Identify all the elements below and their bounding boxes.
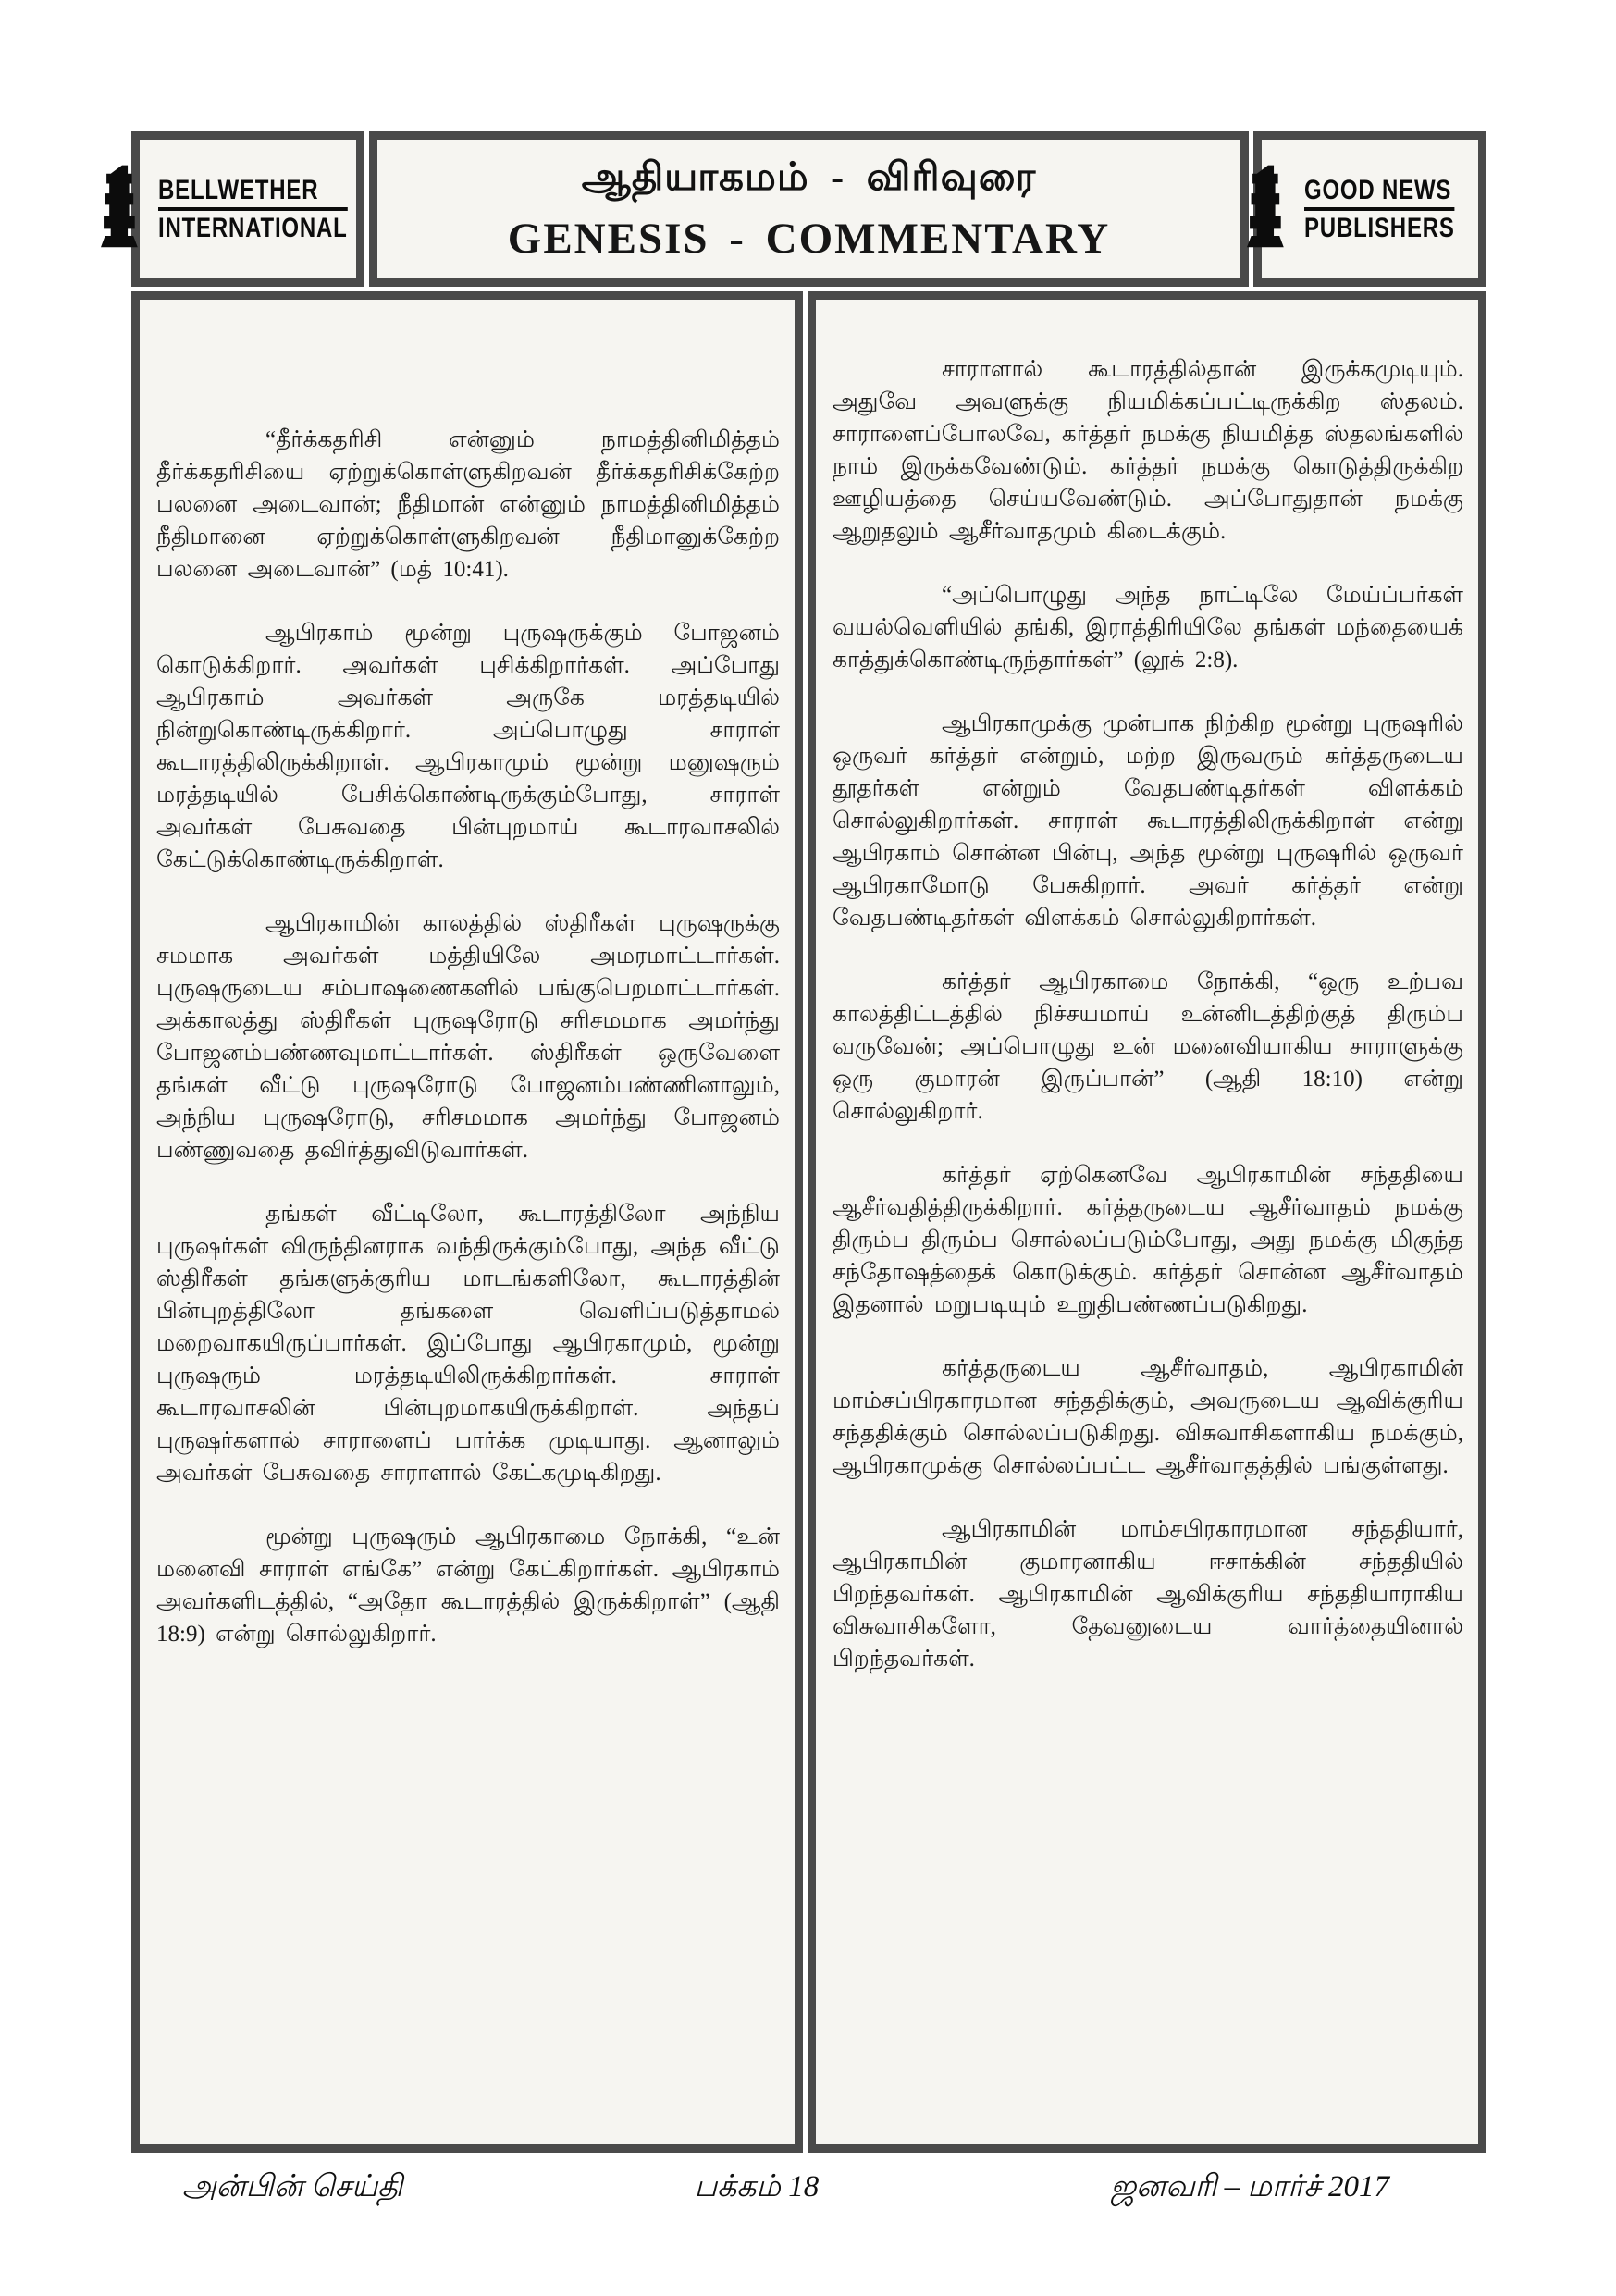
statue-tower-icon	[1247, 160, 1295, 258]
footer-page-number: பக்கம் 18	[694, 2169, 820, 2203]
body-paragraph: சாராளால் கூடாரத்தில்தான் இருக்கமுடியும். அதுவே அவளுக்கு நியமிக்கப்பட்டிருக்கிற ஸ்தலம். சாராளைப்போலவே, கர்த்தர் நமக்கு நியமித்த ஸ்தலங்களில் நாம் இருக்கவேண்டும். கர்த்தர் நமக்கு கொடுத்திருக்கிற ஊழியத்தை செய்யவேண்டும். அப்போதுதான் நமக்கு ஆறுதலும் ஆசீர்வாதமும் கிடைக்கும்.	[833, 357, 1463, 544]
body-paragraph: ஆபிரகாம் மூன்று புருஷருக்கும் போஜனம் கொடுக்கிறார். அவர்கள் புசிக்கிறார்கள். அப்போது ஆபிரகாம் அவர்கள் அருகே மரத்தடியில் நின்றுகொண்டிருக்கிறார். அப்பொழுது சாராள் கூடாரத்திலிருக்கிறாள். ஆபிரகாமும் மூன்று மனுஷரும் மரத்தடியில் பேசிக்கொண்டிருக்கும்போது, சாராள் அவர்கள் பேசுவதை பின்புறமாய் கூடாரவாசலில் கேட்டுக்கொண்டிருக்கிறாள்.	[156, 621, 780, 872]
right-column	[808, 291, 1486, 2153]
title-tamil: ஆதியாகமம் - விரிவுரை	[581, 155, 1037, 199]
body-paragraph: ஆபிரகாமுக்கு முன்பாக நிற்கிற மூன்று புருஷரில் ஒருவர் கர்த்தர் என்றும், மற்ற இருவரும் கர்த்தருடைய தூதர்கள் என்றும் வேதபண்டிதர்கள் விளக்கம் சொல்லுகிறார்கள். சாராள் கூடாரத்திலிருக்கிறாள் என்று ஆபிரகாம் சொன்ன பின்பு, அந்த மூன்று புருஷரில் ஒருவர் ஆபிரகாமோடு பேசுகிறார். அவர் கர்த்தர் என்று வேதபண்டிதர்கள் விளக்கம் சொல்லுகிறார்கள்.	[833, 711, 1463, 931]
logo-line1: BELLWETHER	[158, 176, 348, 211]
article-body	[131, 291, 1486, 2153]
logo-line2: PUBLISHERS	[1304, 213, 1456, 243]
statue-tower-icon	[101, 160, 149, 258]
bellwether-logo	[131, 131, 364, 287]
page-frame	[131, 131, 1486, 2153]
footer-publication-name: அன்பின் செய்தி	[182, 2169, 403, 2203]
body-paragraph: கர்த்தர் ஆபிரகாமை நோக்கி, “ஒரு உற்பவ காலத்திட்டத்தில் நிச்சயமாய் உன்னிடத்திற்குத் திரும்ப வருவேன்; அப்பொழுது உன் மனைவியாகிய சாராளுக்கு ஒரு குமாரன் இருப்பான்” (ஆதி 18:10) என்று சொல்லுகிறார்.	[833, 969, 1463, 1124]
header	[131, 131, 1486, 287]
body-paragraph: ஆபிரகாமின் காலத்தில் ஸ்திரீகள் புருஷருக்கு சமமாக அவர்கள் மத்தியிலே அமரமாட்டார்கள். புருஷருடைய சம்பாஷணைகளில் பங்குபெறமாட்டார்கள். அக்காலத்து ஸ்திரீகள் புருஷரோடு சரிசமமாக அமர்ந்து போஜனம்பண்ணவுமாட்டார்கள். ஸ்திரீகள் ஒருவேளை தங்கள் வீட்டு புருஷரோடு போஜனம்பண்ணினாலும், அந்நிய புருஷரோடு, சரிசமமாக அமர்ந்து போஜனம் பண்ணுவதை தவிர்த்துவிடுவார்கள்.	[156, 911, 780, 1163]
goodnews-logo-text	[1304, 176, 1455, 242]
body-paragraph: ஆபிரகாமின் மாம்சபிரகாரமான சந்ததியார், ஆபிரகாமின் குமாரனாகிய ஈசாக்கின் சந்ததியில் பிறந்தவர்கள். ஆபிரகாமின் ஆவிக்குரிய சந்ததியாராகிய விசுவாசிகளோ, தேவனுடைய வார்த்தையினால் பிறந்தவர்கள்.	[833, 1517, 1463, 1672]
bellwether-logo-text	[158, 176, 348, 242]
title-english: GENESIS - COMMENTARY	[507, 214, 1111, 263]
body-paragraph: “அப்பொழுது அந்த நாட்டிலே மேய்ப்பர்கள் வயல்வெளியில் தங்கி, இராத்திரியிலே தங்கள் மந்தையைக் காத்துக்கொண்டிருந்தார்கள்” (லூக் 2:8).	[833, 583, 1463, 673]
footer-issue-date: ஜனவரி – மார்ச் 2017	[1110, 2169, 1389, 2203]
page-footer	[131, 2165, 1486, 2213]
body-paragraph: “தீர்க்கதரிசி என்னும் நாமத்தினிமித்தம் தீர்க்கதரிசியை ஏற்றுக்கொள்ளுகிறவன் தீர்க்கதரிசிக்கேற்ற பலனை அடைவான்; நீதிமான் என்னும் நாமத்தினிமித்தம் நீதிமானை ஏற்றுக்கொள்ளுகிறவன் நீதிமானுக்கேற்ற பலனை அடைவான்” (மத் 10:41).	[156, 427, 780, 582]
left-column	[131, 291, 803, 2153]
masthead	[369, 131, 1249, 287]
logo-line2: INTERNATIONAL	[158, 213, 348, 243]
body-paragraph: கர்த்தர் ஏற்கெனவே ஆபிரகாமின் சந்ததியை ஆசீர்வதித்திருக்கிறார். கர்த்தருடைய ஆசீர்வாதம் நமக்கு திரும்ப திரும்ப சொல்லப்படும்போது, அது நமக்கு மிகுந்த சந்தோஷத்தைக் கொடுக்கும். கர்த்தர் சொன்ன ஆசீர்வாதம் இதனால் மறுபடியும் உறுதிபண்ணப்படுகிறது.	[833, 1163, 1463, 1317]
logo-line1: GOOD NEWS	[1304, 176, 1455, 211]
body-paragraph: மூன்று புருஷரும் ஆபிரகாமை நோக்கி, “உன் மனைவி சாராள் எங்கே” என்று கேட்கிறார்கள். ஆபிரகாம் அவர்களிடத்தில், “அதோ கூடாரத்தில் இருக்கிறாள்” (ஆதி 18:9) என்று சொல்லுகிறார்.	[156, 1524, 780, 1647]
body-paragraph: தங்கள் வீட்டிலோ, கூடாரத்திலோ அந்நிய புருஷர்கள் விருந்தினராக வந்திருக்கும்போது, அந்த வீட்டு ஸ்திரீகள் தங்களுக்குரிய மாடங்களிலோ, கூடாரத்தின் பின்புறத்திலோ தங்களை வெளிப்படுத்தாமல் மறைவாகயிருப்பார்கள். இப்போது ஆபிரகாமும், மூன்று புருஷரும் மரத்தடியிலிருக்கிறார்கள். சாராள் கூடாரவாசலின் பின்புறமாகயிருக்கிறாள். அந்தப் புருஷர்களால் சாராளைப் பார்க்க முடியாது. ஆனாலும் அவர்கள் பேசுவதை சாராளால் கேட்கமுடிகிறது.	[156, 1202, 780, 1486]
body-paragraph: கர்த்தருடைய ஆசீர்வாதம், ஆபிரகாமின் மாம்சப்பிரகாரமான சந்ததிக்கும், அவருடைய ஆவிக்குரிய சந்ததிக்கும் சொல்லப்படுகிறது. விசுவாசிகளாகிய நமக்கும், ஆபிரகாமுக்கு சொல்லப்பட்ட ஆசீர்வாதத்தில் பங்குள்ளது.	[833, 1356, 1463, 1478]
goodnews-logo	[1253, 131, 1486, 287]
